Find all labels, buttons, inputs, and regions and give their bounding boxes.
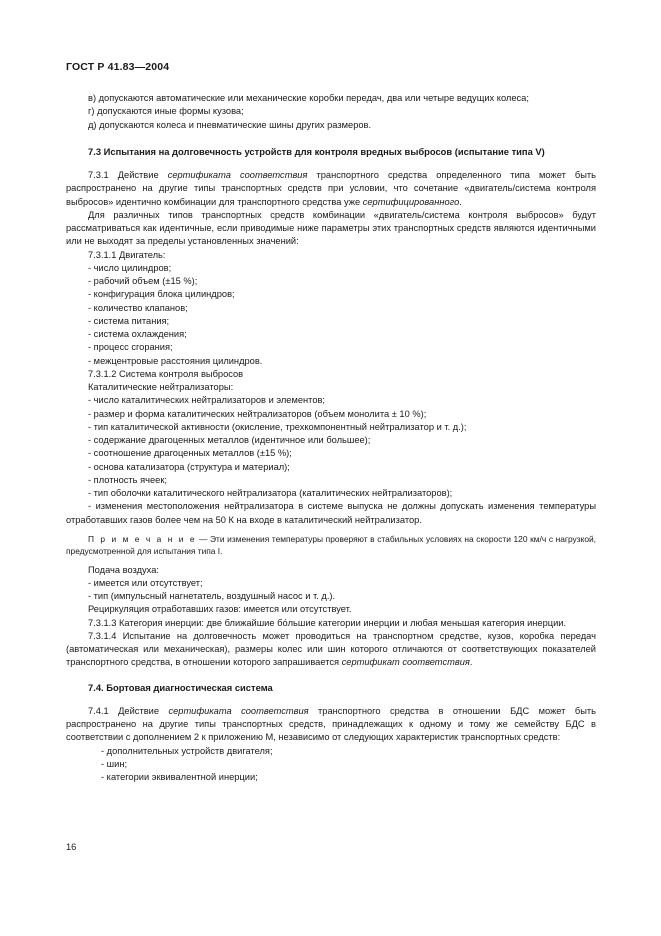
page-header-standard-number: ГОСТ Р 41.83—2004 [66,61,170,73]
list-item: - число цилиндров; [88,262,172,273]
heading-7-3: 7.3 Испытания на долговечность устройств для контроля вредных выбросов (испытание типа V) [88,145,545,157]
page-body [66,92,596,784]
italic-certified: сертифицированного [362,196,460,207]
italic-certificate-of-conformity: сертификата соответствия [168,705,309,716]
list-item: - дополнительных устройств двигателя; [101,745,273,756]
list-item: - рабочий объем (±15 %); [88,276,198,287]
note-temperature-check [66,533,596,558]
paragraph-7-3-1 [66,169,596,209]
list-item: - соотношение драгоценных металлов (±15 %); [88,448,292,459]
note-label: П р и м е ч а н и е [88,533,197,544]
paragraph-item-g: г) допускаются иные формы кузова; [88,106,244,117]
paragraph-exhaust-recirculation: Рециркуляция отработавших газов: имеется или отсутствует. [88,604,352,615]
text-run: . [459,196,462,207]
spacer [66,158,596,169]
list-item: - процесс сгорания; [88,342,173,353]
list-item: - конфигурация блока цилиндров; [88,289,235,300]
list-item: - тип оболочки каталитического нейтрализатора (каталитических нейтрализаторов); [88,488,453,499]
list-item: - категории эквивалентной инерции; [101,772,258,783]
heading-7-3-1-2: 7.3.1.2 Система контроля выбросов [88,368,244,379]
spacer [66,694,596,705]
text-run: транспортного средства в отношении БДС может быть распространено на другие типы транспортных средств, принадлежащих к одному и тому же семейству БДС в соответствии с дополнением 2 к приложению М, независимо от следующих характеристик транспортных средств: [66,705,596,743]
list-item: - имеется или отсутствует; [88,577,203,588]
list-bds-characteristics [66,745,596,785]
note-text: — Эти изменения температуры проверяют в стабильных условиях на скорости 120 км/ч с нагрузкой, предусмотренной для испытания типа I. [66,533,596,557]
list-engine-parameters [66,262,596,368]
paragraph-item-v: в) допускаются автоматические или механические коробки передач, два или четыре ведущих колеса; [88,93,529,103]
italic-certificate-of-conformity: сертификата соответствия [167,170,308,181]
list-item: - размер и форма каталитических нейтрализаторов (объем монолита ± 10 %); [88,408,427,419]
paragraph-item-d: д) допускаются колеса и пневматические шины других размеров. [88,119,372,130]
paragraph-7-3-1-next: Для различных типов транспортных средств комбинации «двигатель/система контроля выбросов» будут рассматриваться как идентичные, если приводимые ниже параметры этих транспортных средств являются идентичными или не выходят за пределы установленных значений: [66,209,596,247]
heading-7-3-1-1: 7.3.1.1 Двигатель: [88,249,166,260]
list-item: - число каталитических нейтрализаторов и элементов; [88,395,326,406]
spacer [66,670,596,681]
list-item: - количество клапанов; [88,302,188,313]
list-item: - основа катализатора (структура и материал); [88,461,290,472]
paragraph-catalyst-position-change: - изменения местоположения нейтрализатора в системе выпуска не должны допускать изменения температуры отработавших газов более чем на 50 К на входе в каталитический нейтрализатор. [66,501,596,525]
paragraph-7-3-1-4 [66,630,596,670]
subheading-catalytic-converters: Каталитические нейтрализаторы: [88,382,234,393]
list-air-supply [66,577,596,604]
list-item: - шин; [101,758,128,769]
text-run: 7.4.1 Действие [88,705,169,716]
list-item: - содержание драгоценных металлов (идентичное или большее); [88,435,371,446]
text-run: 7.3.1 Действие [88,170,168,181]
list-item: - система питания; [88,315,170,326]
list-item: - тип каталитической активности (окисление, трехкомпонентный нейтрализатор и т. д.); [88,421,467,432]
page-number: 16 [66,842,77,852]
list-item: - тип (импульсный нагнетатель, воздушный насос и т. д.). [88,591,336,602]
list-item: - плотность ячеек; [88,474,167,485]
list-catalytic-parameters [66,394,596,500]
paragraph-7-4-1 [66,705,596,745]
text-run: транспортного средства определенного типа может быть распространено на другие типы транспортных средств при условии, что сочетание «двигатель/система контроля выбросов» идентично комбинации для транспортного средства уже [66,170,596,207]
heading-7-4: 7.4. Бортовая диагностическая система [88,681,273,693]
italic-certificate-of-conformity: сертификат соответствия [341,657,470,668]
text-run: 7.3.1.4 Испытание на долговечность может проводиться на транспортном средстве, кузов, коробка передач (автоматическая или механическая), размеры колес или шин которого отличаются от соответствующих показателей транспортного средства, в отношении которого запрашивается [66,630,596,668]
list-item: - межцентровые расстояния цилиндров. [88,355,263,366]
list-item: - система охлаждения; [88,329,187,340]
paragraph-7-3-1-3: 7.3.1.3 Категория инерции: две ближайшие бо́льшие категории инерции и любая меньшая категория инерции. [88,617,567,628]
spacer [66,132,596,145]
text-run: . [469,657,473,668]
subheading-air-supply: Подача воздуха: [88,564,159,575]
